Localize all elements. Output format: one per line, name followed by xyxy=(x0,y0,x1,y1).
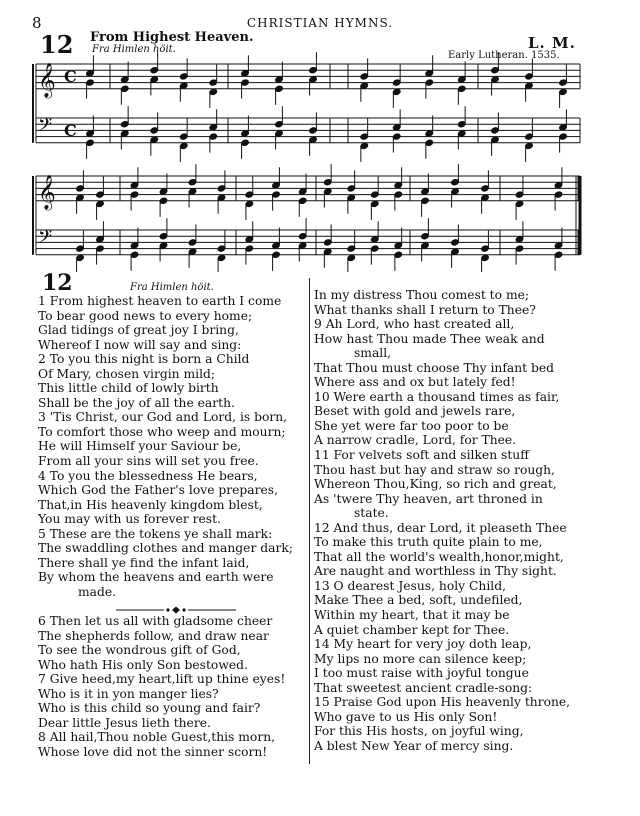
hymn-subtitle: Fra Himlen höit. xyxy=(92,44,176,55)
svg-text:C: C xyxy=(64,67,77,86)
verse-line: 6 Then let us all with gladsome cheer xyxy=(38,614,273,629)
page-number: 8 xyxy=(32,14,42,32)
verse-line: Are naught and worthless in Thy sight. xyxy=(314,564,557,579)
music-score xyxy=(0,0,640,272)
verse-line: To comfort those who weep and mourn; xyxy=(38,424,286,439)
svg-text:𝄞: 𝄞 xyxy=(38,63,56,98)
svg-text:𝄢: 𝄢 xyxy=(38,115,53,140)
verse-line: A quiet chamber kept for Thee. xyxy=(314,622,510,637)
verse-line: The shepherds follow, and draw near xyxy=(38,628,269,643)
verse-line: 7 Give heed,my heart,lift up thine eyes! xyxy=(38,672,286,687)
verse-line: Whereof I now will say and sing: xyxy=(38,337,242,352)
verse-line: A blest New Year of mercy sing. xyxy=(314,738,514,753)
verse-line: 5 These are the tokens ye shall mark: xyxy=(38,526,273,541)
verse-line: She yet were far too poor to be xyxy=(314,418,509,433)
verse-line: This little child of lowly birth xyxy=(38,381,219,396)
hymn-number: 12 xyxy=(40,30,74,59)
verse-line: 15 Praise God upon His heavenly throne, xyxy=(314,695,571,710)
verse-line: How hast Thou made Thee weak and xyxy=(314,331,545,346)
verse-line: Whereon Thou,King, so rich and great, xyxy=(314,477,557,492)
verse-line: I too must raise with joyful tongue xyxy=(314,666,529,681)
text-subtitle: Fra Himlen höit. xyxy=(130,282,214,293)
verse-line: Which God the Father's love prepares, xyxy=(38,483,278,498)
verse-line: 4 To you the blessedness He bears, xyxy=(38,468,258,483)
verse-line: Of Mary, chosen virgin mild; xyxy=(38,366,216,381)
verse-line: 11 For velvets soft and silken stuff xyxy=(314,448,529,463)
text-hymn-number: 12 xyxy=(42,270,73,296)
verse-line: small, xyxy=(354,346,392,361)
verse-line: From all your sins will set you free. xyxy=(38,454,259,469)
verse-line: That sweetest ancient cradle-song: xyxy=(314,680,533,695)
verse-line: 8 All hail,Thou noble Guest,this morn, xyxy=(38,730,276,745)
verse-line: The swaddling clothes and manger dark; xyxy=(38,541,293,556)
verse-line: Who is this child so young and fair? xyxy=(38,701,261,716)
verse-line: There shall ye find the infant laid, xyxy=(38,555,250,570)
verse-line: Who hath His only Son bestowed. xyxy=(38,657,248,672)
verse-line: 1 From highest heaven to earth I come xyxy=(38,294,282,308)
hymn-meter: L. M. xyxy=(528,34,576,52)
running-head: CHRISTIAN HYMNS. xyxy=(246,16,394,30)
verse-line: That all the world's wealth,honor,might, xyxy=(314,549,564,564)
verse-line: Within my heart, that it may be xyxy=(314,608,510,623)
verse-line: By whom the heavens and earth were xyxy=(38,570,274,585)
verse-line: To bear good news to every home; xyxy=(38,308,253,323)
verse-line: 9 Ah Lord, who hast created all, xyxy=(314,317,515,332)
verse-line: Whose love did not the sinner scorn! xyxy=(38,744,268,759)
verses-right-column xyxy=(314,288,586,754)
hymn-composer: Early Lutheran. 1535. xyxy=(448,50,560,61)
verse-line: Glad tidings of great joy I bring, xyxy=(38,323,239,338)
verse-line: 13 O dearest Jesus, holy Child, xyxy=(314,578,506,593)
verse-line: Who gave to us His only Son! xyxy=(314,709,498,724)
verse-line: 14 My heart for very joy doth leap, xyxy=(314,637,532,652)
svg-text:𝄞: 𝄞 xyxy=(38,175,56,210)
svg-text:𝄢: 𝄢 xyxy=(38,227,53,252)
verse-line: To make this truth quite plain to me, xyxy=(314,535,543,550)
verse-line: To see the wondrous gift of God, xyxy=(38,643,241,658)
verses-left-column xyxy=(38,294,308,760)
column-divider xyxy=(309,278,310,764)
verse-line: 2 To you this night is born a Child xyxy=(38,352,250,367)
verse-line: Make Thee a bed, soft, undefiled, xyxy=(314,593,523,608)
verse-line: In my distress Thou comest to me; xyxy=(314,288,530,302)
verse-line: Thou hast but hay and straw so rough, xyxy=(314,462,555,477)
verse-line: Beset with gold and jewels rare, xyxy=(314,404,516,419)
verse-line: 10 Were earth a thousand times as fair, xyxy=(314,389,560,404)
ornament-divider xyxy=(116,605,236,615)
verse-line: Shall be the joy of all the earth. xyxy=(38,395,235,410)
verse-line: A narrow cradle, Lord, for Thee. xyxy=(314,433,517,448)
verse-line: state. xyxy=(354,506,389,521)
verse-line: Where ass and ox but lately fed! xyxy=(314,375,516,390)
verse-line: made. xyxy=(78,584,117,599)
verse-line: 12 And thus, dear Lord, it pleaseth Thee xyxy=(314,520,567,535)
verse-line: That,in His heavenly kingdom blest, xyxy=(38,497,263,512)
verse-line: My lips no more can silence keep; xyxy=(314,651,527,666)
verse-line: 3 'Tis Christ, our God and Lord, is born, xyxy=(38,410,288,425)
verse-line: He will Himself your Saviour be, xyxy=(38,439,242,454)
hymn-title: From Highest Heaven. xyxy=(90,30,254,45)
verse-line: As 'twere Thy heaven, art throned in xyxy=(314,491,543,506)
verse-line: You may with us forever rest. xyxy=(38,512,221,527)
verse-line: What thanks shall I return to Thee? xyxy=(314,302,536,317)
verse-line: That Thou must choose Thy infant bed xyxy=(314,360,555,375)
verse-line: For this His hosts, on joyful wing, xyxy=(314,724,524,739)
verse-line: Dear little Jesus lieth there. xyxy=(38,715,211,730)
verse-line: Who is it in yon manger lies? xyxy=(38,686,219,701)
svg-text:C: C xyxy=(64,121,77,140)
